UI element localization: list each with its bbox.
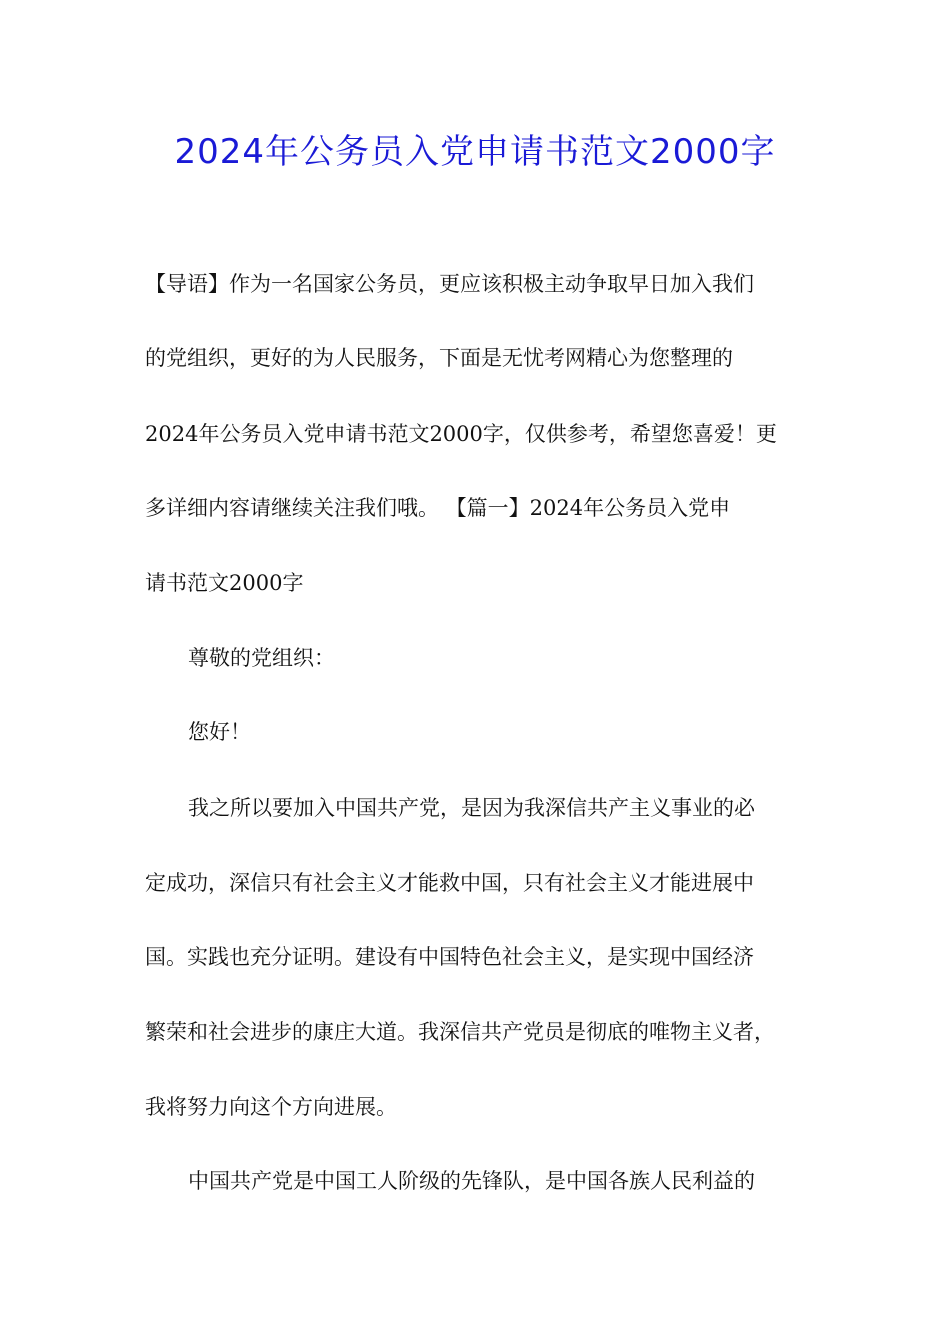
greeting: 您好！ — [188, 720, 251, 744]
body-line: 我将努力向这个方向进展。 — [145, 1095, 397, 1119]
body-line: 多详细内容请继续关注我们哦。 【篇一】2024年公务员入党申 — [145, 496, 731, 520]
document-title: 2024年公务员入党申请书范文2000字 — [174, 132, 776, 172]
body-line: 【导语】作为一名国家公务员，更应该积极主动争取早日加入我们 — [145, 272, 754, 296]
salutation: 尊敬的党组织： — [188, 646, 335, 670]
body-line: 定成功，深信只有社会主义才能救中国，只有社会主义才能进展中 — [145, 871, 754, 895]
body-line: 繁荣和社会进步的康庄大道。我深信共产党员是彻底的唯物主义者， — [145, 1020, 775, 1044]
body-line: 我之所以要加入中国共产党，是因为我深信共产主义事业的必 — [188, 796, 755, 820]
body-line: 2024年公务员入党申请书范文2000字，仅供参考，希望您喜爱！更 — [145, 422, 777, 446]
body-line: 中国共产党是中国工人阶级的先锋队，是中国各族人民利益的 — [188, 1169, 755, 1193]
body-line: 的党组织，更好的为人民服务，下面是无忧考网精心为您整理的 — [145, 346, 733, 370]
body-line: 请书范文2000字 — [145, 571, 304, 595]
body-line: 国。实践也充分证明。建设有中国特色社会主义，是实现中国经济 — [145, 945, 754, 969]
